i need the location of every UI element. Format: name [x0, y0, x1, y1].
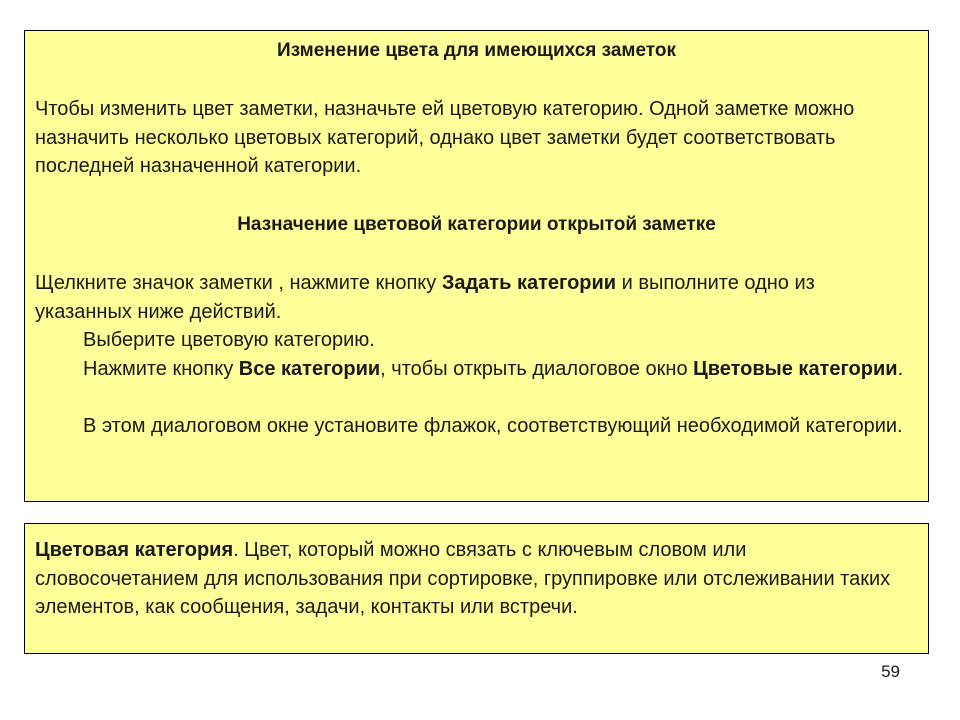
paragraph-change-color: Чтобы изменить цвет заметки, назначьте ей цветовую категорию. Одной заметке можно назначить несколько цветовых категорий, однако цвет заметки будет соответствовать последней назначенной категории.: [35, 98, 855, 177]
heading-change-color: Изменение цвета для имеющихся заметок: [277, 40, 676, 61]
step-all-categories: [35, 355, 910, 384]
step-choose-category: Выберите цветовую категорию.: [83, 329, 375, 351]
all-categories-term: Все категории: [238, 358, 381, 380]
heading-assign-category: Назначение цветовой категории открытой заметке: [237, 214, 716, 235]
step2-text-middle: , чтобы открыть диалоговое окно: [380, 358, 694, 380]
step2-text-before: Нажмите кнопку: [83, 358, 239, 380]
definition-term: Цветовая категория: [35, 539, 234, 561]
para2-text-after: и выполните одно из указанных ниже действий.: [35, 272, 815, 323]
set-categories-term: Задать категории: [441, 272, 617, 294]
main-note-box: [24, 30, 929, 502]
page-number: 59: [881, 662, 900, 681]
definition-text: [35, 536, 910, 622]
definition-body: . Цвет, который можно связать с ключевым словом или словосочетанием для использования при сортировке, группировке или отслеживании таких элементов, как сообщения, задачи, контакты или встречи.: [35, 539, 891, 618]
paragraph-assign-category: [35, 269, 910, 326]
definition-box: [24, 523, 929, 654]
para2-text-before: Щелкните значок заметки , нажмите кнопку: [35, 272, 442, 294]
color-categories-term: Цветовые категории: [693, 358, 898, 380]
step2-text-after: .: [897, 358, 904, 380]
step-set-checkbox: В этом диалоговом окне установите флажок, соответствующий необходимой категории.: [83, 415, 903, 437]
